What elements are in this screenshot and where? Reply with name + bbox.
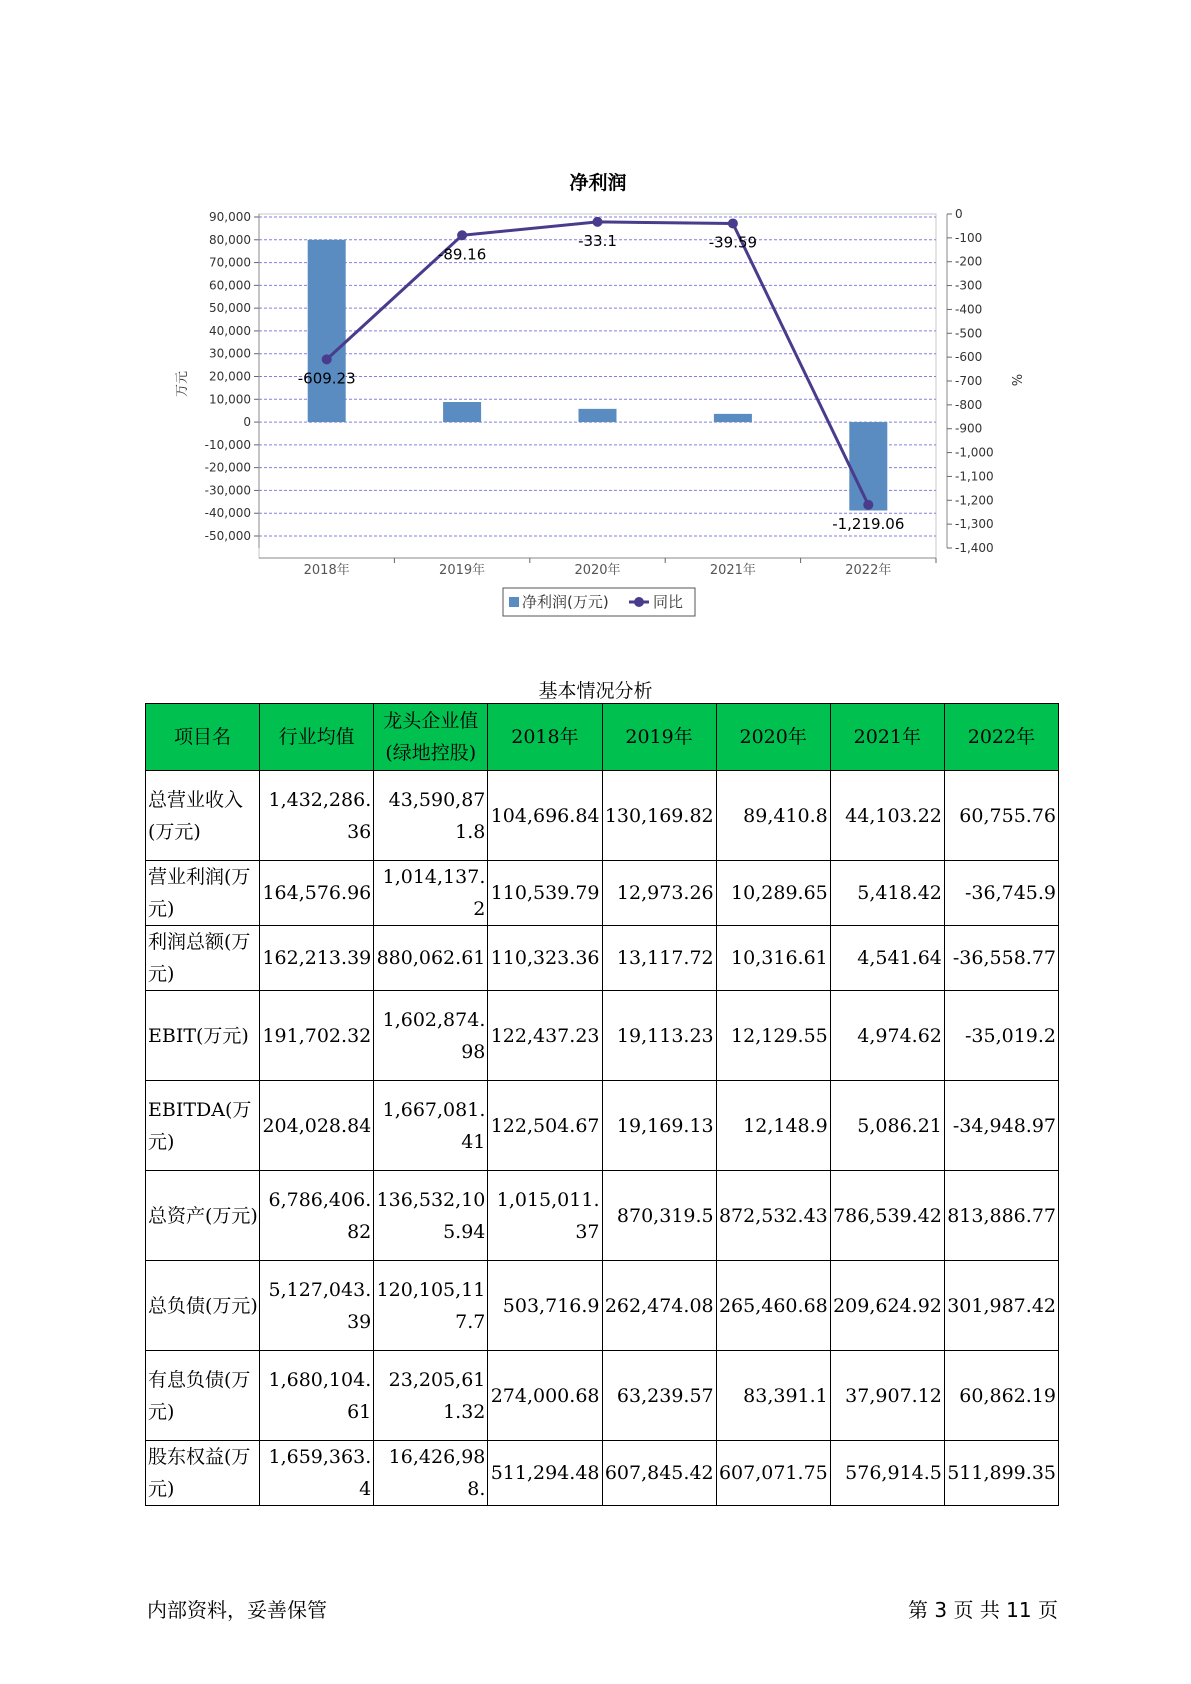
yoy-point <box>863 500 873 510</box>
right-axis <box>947 207 994 555</box>
table-cell: -36,745.9 <box>944 861 1058 926</box>
right-tick-label: -600 <box>955 350 983 365</box>
table-row <box>146 1171 1059 1261</box>
bar <box>308 240 346 422</box>
left-tick-label: 60,000 <box>209 278 251 293</box>
table-cell: 5,418.42 <box>830 861 944 926</box>
table-cell: 104,696.84 <box>488 771 602 861</box>
table-cell: 262,474.08 <box>602 1261 716 1351</box>
row-label-cell: 总资产(万元) <box>146 1171 260 1261</box>
table-row <box>146 991 1059 1081</box>
row-label-cell: 总营业收入(万元) <box>146 771 260 861</box>
yoy-point <box>728 218 738 228</box>
table-row <box>146 771 1059 861</box>
left-tick-label: 40,000 <box>209 323 251 338</box>
x-tick-label: 2018年 <box>303 563 350 578</box>
row-label-cell: EBITDA(万元) <box>146 1081 260 1171</box>
row-label-cell: 总负债(万元) <box>146 1261 260 1351</box>
left-tick-label: 80,000 <box>209 232 251 247</box>
table-cell: 43,590,871.8 <box>374 771 488 861</box>
table-cell: 607,845.42 <box>602 1441 716 1506</box>
point-labels <box>298 232 905 533</box>
table-cell: 576,914.5 <box>830 1441 944 1506</box>
table-cell: 872,532.43 <box>716 1171 830 1261</box>
legend-line-marker <box>634 597 644 607</box>
table-cell: 63,239.57 <box>602 1351 716 1441</box>
table-cell: 511,294.48 <box>488 1441 602 1506</box>
table-cell: 122,437.23 <box>488 991 602 1081</box>
left-tick-label: 50,000 <box>209 301 251 316</box>
left-tick-label: -20,000 <box>204 460 251 475</box>
right-tick-label: -200 <box>955 254 983 269</box>
left-tick-label: 0 <box>243 415 251 430</box>
table-cell: 204,028.84 <box>260 1081 374 1171</box>
left-tick-label: -30,000 <box>204 483 251 498</box>
right-tick-label: -100 <box>955 230 983 245</box>
bar <box>849 422 887 510</box>
table-cell: 1,667,081.41 <box>374 1081 488 1171</box>
right-tick-label: -1,000 <box>955 445 994 460</box>
yoy-point <box>322 354 332 364</box>
left-tick-label: -50,000 <box>204 529 251 543</box>
table-cell: 16,426,988. <box>374 1441 488 1506</box>
table-cell: 164,576.96 <box>260 861 374 926</box>
table-cell: 503,716.9 <box>488 1261 602 1351</box>
table-row <box>146 1081 1059 1171</box>
table-cell: 301,987.42 <box>944 1261 1058 1351</box>
table-cell: 5,086.21 <box>830 1081 944 1171</box>
table-cell: 1,432,286.36 <box>260 771 374 861</box>
yoy-point <box>457 230 467 240</box>
table-header-row <box>146 704 1059 771</box>
header-industry-avg: 行业均值 <box>260 704 374 771</box>
right-tick-label: -300 <box>955 278 983 293</box>
right-tick-label: -1,300 <box>955 517 994 532</box>
table-cell: 12,129.55 <box>716 991 830 1081</box>
line-series <box>322 217 874 510</box>
left-axis <box>205 210 259 548</box>
table-cell: 191,702.32 <box>260 991 374 1081</box>
table-cell: 136,532,105.94 <box>374 1171 488 1261</box>
row-label-cell: EBIT(万元) <box>146 991 260 1081</box>
table-cell: 44,103.22 <box>830 771 944 861</box>
table-cell: 880,062.61 <box>374 926 488 991</box>
left-tick-label: 90,000 <box>209 210 251 224</box>
row-label-cell: 营业利润(万元) <box>146 861 260 926</box>
table-cell: -35,019.2 <box>944 991 1058 1081</box>
left-tick-label: 70,000 <box>209 255 251 270</box>
table-cell: 130,169.82 <box>602 771 716 861</box>
table-cell: 870,319.5 <box>602 1171 716 1261</box>
right-tick-label: -1,100 <box>955 469 994 484</box>
legend-bar-label: 净利润(万元) <box>522 593 609 611</box>
header-2019: 2019年 <box>602 704 716 771</box>
table-row <box>146 1261 1059 1351</box>
row-label-cell: 利润总额(万元) <box>146 926 260 991</box>
table-row <box>146 926 1059 991</box>
table-cell: -34,948.97 <box>944 1081 1058 1171</box>
x-axis <box>259 558 936 578</box>
table-cell: 4,541.64 <box>830 926 944 991</box>
table-cell: 110,539.79 <box>488 861 602 926</box>
legend-line-label: 同比 <box>653 593 684 611</box>
table-caption: 基本情况分析 <box>538 680 653 702</box>
data-label: -33.1 <box>578 231 617 250</box>
footer-page-number: 第 3 页 共 11 页 <box>908 1598 1058 1622</box>
plot-frame <box>259 214 936 558</box>
x-tick-label: 2022年 <box>845 563 892 578</box>
right-tick-label: -1,200 <box>955 493 994 508</box>
table-cell: 607,071.75 <box>716 1441 830 1506</box>
table-cell: 13,117.72 <box>602 926 716 991</box>
table-cell: 120,105,117.7 <box>374 1261 488 1351</box>
right-tick-label: -1,400 <box>955 541 994 555</box>
net-profit-chart <box>0 0 1191 640</box>
data-label: -609.23 <box>297 369 356 388</box>
table-cell: 265,460.68 <box>716 1261 830 1351</box>
table-cell: 813,886.77 <box>944 1171 1058 1261</box>
bar-series <box>308 240 888 511</box>
table-cell: 110,323.36 <box>488 926 602 991</box>
header-2022: 2022年 <box>944 704 1058 771</box>
chart-title: 净利润 <box>569 172 627 194</box>
header-item-name: 项目名 <box>146 704 260 771</box>
table-cell: 511,899.35 <box>944 1441 1058 1506</box>
data-label: -89.16 <box>437 245 487 264</box>
table-cell: 19,113.23 <box>602 991 716 1081</box>
table-cell: 10,289.65 <box>716 861 830 926</box>
table-cell: 12,148.9 <box>716 1081 830 1171</box>
table-cell: 1,680,104.61 <box>260 1351 374 1441</box>
table-cell: 12,973.26 <box>602 861 716 926</box>
left-tick-label: -40,000 <box>204 506 251 521</box>
left-axis-label: 万元 <box>175 370 190 398</box>
grid-lines <box>259 217 936 536</box>
table-cell: 19,169.13 <box>602 1081 716 1171</box>
table-cell: 6,786,406.82 <box>260 1171 374 1261</box>
table-row <box>146 1441 1059 1506</box>
footer-confidential: 内部资料，妥善保管 <box>147 1598 327 1622</box>
bar <box>714 414 752 422</box>
table-cell: 23,205,611.32 <box>374 1351 488 1441</box>
table-cell: 122,504.67 <box>488 1081 602 1171</box>
yoy-point <box>593 217 603 227</box>
data-label: -39.59 <box>708 233 758 252</box>
table-cell: 162,213.39 <box>260 926 374 991</box>
right-tick-label: -400 <box>955 302 983 317</box>
left-tick-label: 20,000 <box>209 369 251 384</box>
data-label: -1,219.06 <box>832 514 905 533</box>
table-cell: 1,602,874.98 <box>374 991 488 1081</box>
table-row <box>146 861 1059 926</box>
table-body <box>146 771 1059 1506</box>
yoy-line <box>327 222 869 505</box>
table-cell: 83,391.1 <box>716 1351 830 1441</box>
row-label-cell: 股东权益(万元) <box>146 1441 260 1506</box>
header-leader: 龙头企业值(绿地控股) <box>374 704 488 771</box>
table-cell: 4,974.62 <box>830 991 944 1081</box>
table-cell: 1,014,137.2 <box>374 861 488 926</box>
table-cell: 60,862.19 <box>944 1351 1058 1441</box>
table-cell: 5,127,043.39 <box>260 1261 374 1351</box>
basic-analysis-table <box>145 703 1059 1506</box>
right-tick-label: -500 <box>955 326 983 341</box>
right-tick-label: -900 <box>955 421 983 436</box>
table-cell: 786,539.42 <box>830 1171 944 1261</box>
chart-legend <box>503 588 695 616</box>
table-cell: 1,659,363.4 <box>260 1441 374 1506</box>
right-tick-label: -700 <box>955 374 983 388</box>
table-cell: -36,558.77 <box>944 926 1058 991</box>
table-cell: 60,755.76 <box>944 771 1058 861</box>
bar <box>443 402 481 422</box>
legend-bar-swatch <box>509 597 519 607</box>
table-cell: 89,410.8 <box>716 771 830 861</box>
table-cell: 274,000.68 <box>488 1351 602 1441</box>
header-2021: 2021年 <box>830 704 944 771</box>
left-tick-label: -10,000 <box>204 437 251 452</box>
bar <box>579 409 617 422</box>
right-tick-label: 0 <box>955 207 963 221</box>
x-tick-label: 2019年 <box>439 563 486 578</box>
table-cell: 1,015,011.37 <box>488 1171 602 1261</box>
x-tick-label: 2021年 <box>709 563 756 578</box>
right-axis-label: % <box>1008 373 1023 387</box>
right-tick-label: -800 <box>955 397 983 412</box>
header-2020: 2020年 <box>716 704 830 771</box>
table-cell: 209,624.92 <box>830 1261 944 1351</box>
left-tick-label: 10,000 <box>209 392 251 407</box>
table-cell: 10,316.61 <box>716 926 830 991</box>
x-tick-label: 2020年 <box>574 563 621 578</box>
left-tick-label: 30,000 <box>209 346 251 361</box>
table-cell: 37,907.12 <box>830 1351 944 1441</box>
row-label-cell: 有息负债(万元) <box>146 1351 260 1441</box>
header-2018: 2018年 <box>488 704 602 771</box>
table-row <box>146 1351 1059 1441</box>
